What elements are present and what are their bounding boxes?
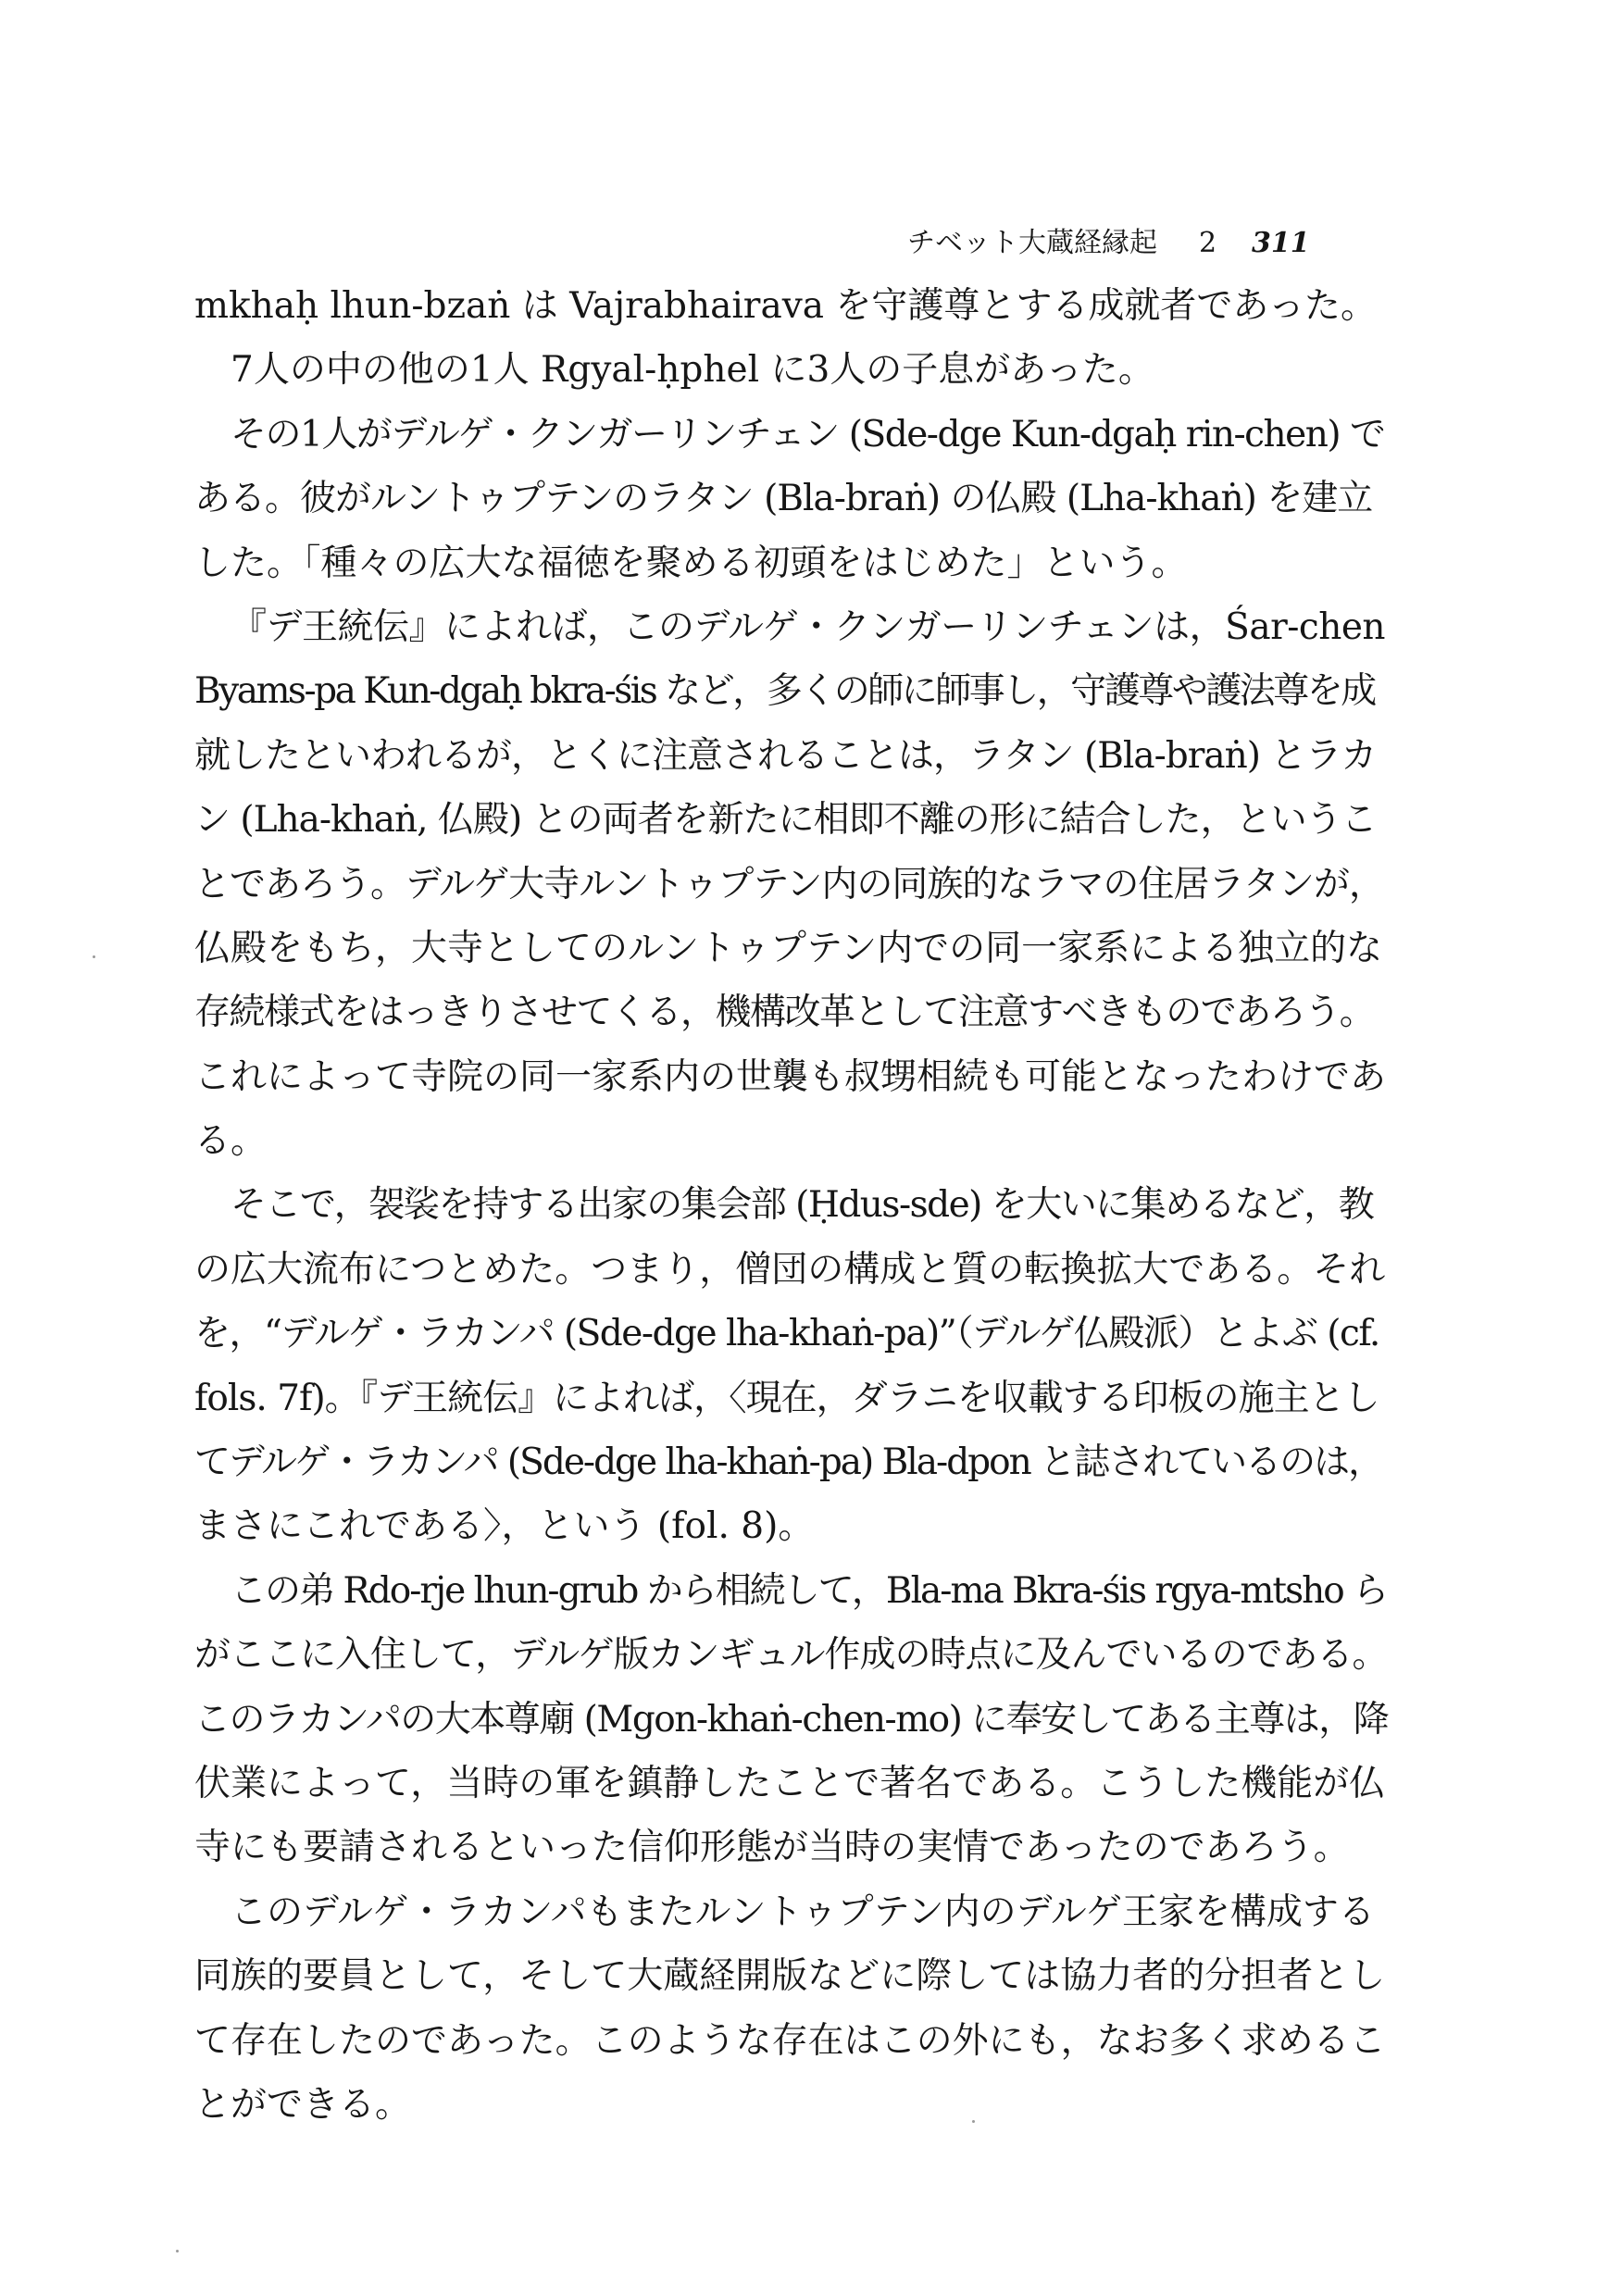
text-line: 伏業によって，当時の軍を鎮静したことで著名である。こうした機能が仏 [194,1762,1386,1804]
page-number: 311 [1252,227,1310,259]
text-line: を，“デルゲ・ラカンパ (Sde-dge lha-khaṅ-pa)”（デルゲ仏殿派）とよぶ (cf. [194,1313,1379,1355]
text-line: ある。彼がルントゥプテンのラタン (Bla-braṅ) の仏殿 (Lha-khaṅ) を建立 [194,478,1373,520]
text-line: とであろう。デルゲ大寺ルントゥプテン内の同族的なラマの住居ラタンが， [194,863,1384,905]
text-line: 寺にも要請されるといった信仰形態が当時の実情であったのであろう。 [194,1827,1350,1869]
text-line: fols. 7f)。『デ王統伝』によれば，〈現在，ダラニを収載する印板の施主とし [194,1377,1379,1419]
text-line: Byams-pa Kun-dgaḥ bkra-śis など，多くの師に師事し，守護尊や護法尊を成 [194,670,1375,713]
text-line: 同族的要員として，そして大蔵経開版などに際しては協力者的分担者とし [194,1955,1386,1998]
text-line: てデルゲ・ラカンパ (Sde-dge lha-khaṅ-pa) Bla-dpon と誌されているのは， [194,1441,1383,1484]
text-line: の広大流布につとめた。つまり，僧団の構成と質の転換拡大である。それ [194,1248,1386,1291]
text-line: ン (Lha-khaṅ, 仏殿) との両者を新たに相即不離の形に結合した，というこ [194,799,1377,842]
part-number: 2 [1199,227,1217,259]
text-line: て存在したのであった。このような存在はこの外にも，なお多く求めるこ [194,2019,1386,2062]
text-line: 就したといわれるが，とくに注意されることは，ラタン (Bla-braṅ) とラカ [194,734,1377,777]
text-line: した。「種々の広大な福徳を聚める初頭をはじめた」という。 [194,542,1188,584]
body-text [194,274,1389,2137]
text-line: 『デ王統伝』によれば，このデルゲ・クンガーリンチェンは，Śar-chen [231,605,1386,648]
text-line: この弟 Rdo-rje lhun-grub から相続して，Bla-ma Bkra-śis rgya-mtsho ら [231,1569,1388,1612]
text-line: る。 [194,1120,268,1163]
text-line: 存続様式をはっきりさせてくる，機構改革として注意すべきものであろう。 [194,992,1375,1034]
text-line: そこで，袈裟を持する出家の集会部 (Ḥdus-sde) を大いに集めるなど，教 [231,1184,1374,1227]
running-title: チベット大蔵経縁起 [907,227,1157,259]
text-line: このデルゲ・ラカンパもまたルントゥプテン内のデルゲ王家を構成する [231,1890,1375,1933]
text-line: このラカンパの大本尊廟 (Mgon-khaṅ-chen-mo) に奉安してある主尊は，降 [194,1698,1389,1741]
text-line: 7人の中の他の1人 Rgyal-ḥphel に3人の子息があった。 [231,349,1154,392]
text-line: 仏殿をもち，大寺としてのルントゥプテン内での同一家系による独立的な [194,927,1383,969]
scan-speck [176,2250,179,2252]
text-line: mkhaḥ lhun-bzaṅ は Vajrabhairava を守護尊とする成就者であった。 [194,285,1377,327]
text-line: まさにこれである〉，という (fol. 8)。 [194,1505,815,1548]
running-header [907,222,1315,265]
scan-speck [972,2120,975,2123]
scan-speck [93,955,95,958]
text-line: がここに入住して，デルゲ版カンギュル作成の時点に及んでいるのである。 [194,1634,1388,1677]
text-line: これによって寺院の同一家系内の世襲も叔甥相続も可能となったわけであ [194,1055,1387,1098]
text-line: とができる。 [194,2083,412,2126]
text-line: その1人がデルゲ・クンガーリンチェン (Sde-dge Kun-dgaḥ rin-chen) で [231,413,1385,455]
